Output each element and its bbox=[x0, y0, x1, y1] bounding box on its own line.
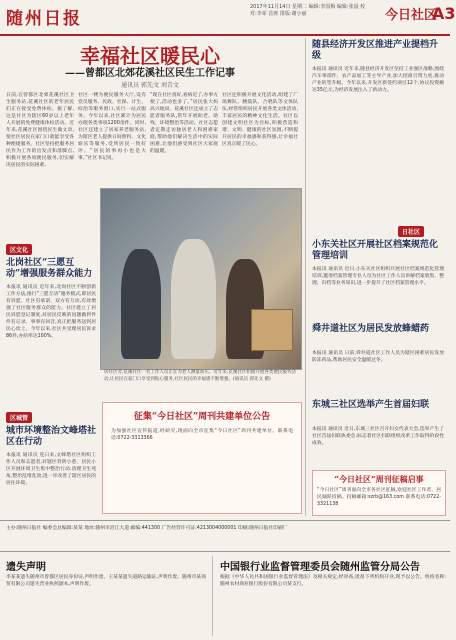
article-headline: 舜井道社区为居民发放蜂蜡药 bbox=[312, 324, 430, 334]
column-divider bbox=[305, 38, 306, 516]
person-figure bbox=[121, 249, 161, 359]
section-title: 今日社区 bbox=[385, 8, 438, 23]
notice-body: 李某某遗失随州市曾都区居民身份证,声明作废。王某某遗失道路运输证,声明作废。随州市某商贸有限公司遗失营业执照副本,声明作废。 bbox=[6, 575, 206, 587]
lead-subtitle: ——曾都区北郊花溪社区民生工作记事 bbox=[65, 68, 235, 79]
lead-photo bbox=[100, 188, 302, 370]
section-tag: 区文化 bbox=[6, 244, 32, 255]
promo-box-joint-unit bbox=[102, 402, 302, 514]
notice-headline: 遗失声明 bbox=[6, 562, 46, 573]
article-body: 本报讯 通讯员 近年来,北岗社区不断创新工作方法,推行“三愿互动”服务模式,即居民有诉愿、社区有承诺、双方有互动,有效增强了社区服务群众的能力。社区建立了居民诉愿登记制度,对居民反映的问题做到件件有记录、事事有回音,真正把服务送到居民心坎上。今年以来,社区共受理居民诉求86件,办结率达100%。 bbox=[6, 285, 96, 339]
section-tag: 日社区 bbox=[398, 226, 424, 237]
masthead bbox=[0, 0, 456, 36]
lead-column-2: 社区一楼为便民服务大厅,设有党员服务、民政、社保、计生、综治等服务窗口,实行一站式服务。今年以来,社区累计为居民办理各类事项1200余件。同时,社区还建立了居家养老服务站,为辖区老人提供日间照料、文化娱乐等服务,受到居民一致好评。“居民的事再小也是大事。”社区书记说。 bbox=[78, 93, 146, 161]
promo-body: “今日社区”周刊面向全市各社区征稿,欢迎社区工作者、居民踊跃投稿。投稿邮箱:szrb@163.com 联系电话:0722-3321138 bbox=[317, 488, 441, 507]
article-body: 本报讯 通讯员 近日,小东关社区组织开展社区档案规范化管理培训,邀请档案管理专业人员为社区工作人员讲解档案收集、整理、归档等业务知识,进一步提升了社区档案管理水平。 bbox=[312, 267, 444, 286]
promo-title: 征集“今日社区”周刊共建单位公告 bbox=[133, 412, 271, 422]
article-body: 本报讯 通讯员 近日,东城三社区召开妇女代表大会,选举产生了社区首届妇联执委会,标志着社区妇联组织改革工作取得阶段性成效。 bbox=[312, 427, 444, 446]
article-headline: 城市环境整治文峰塔社区在行动 bbox=[6, 426, 97, 447]
regulator-notice-body: 根据《中华人民共和国银行业监督管理法》及相关规定,经审查,批准下列机构开业,现予以公告。机构名称:随州农村商业银行股份有限公司某支行。 bbox=[220, 575, 446, 587]
notice-divider bbox=[212, 556, 213, 636]
lead-column-1: 日前,在曾都区北郊花溪社区卫生服务站,花溪社区的老年居民们正在接受免费体检。据了解,这是社区为辖区60岁以上老年人开展的免费健康体检活动。近年来,花溪社区围绕民生做文章,使社区居民在家门口就能享受各种便捷服务。社区坚持把服务居民作为工作的出发点和落脚点,积极开展各项便民服务,切实解决居民的实际困难。 bbox=[6, 93, 74, 168]
promo-title: “今日社区”周刊征稿启事 bbox=[334, 474, 424, 484]
imprint-bar bbox=[0, 520, 450, 552]
promo-body: 为加强社区宣传报道,经研究,现面向全市征集“今日社区”周刊共建单位。联系电话:0722-3313366 bbox=[111, 429, 293, 441]
page-number: A3 bbox=[432, 4, 456, 23]
person-figure bbox=[171, 239, 216, 359]
imprint-text: 主办:随州日报社 编委会总编辑:某某 地址:随州市沿江大道 邮编:441300 广告经营许可证:4213004000001 印刷:随州日报社印刷厂 bbox=[6, 526, 288, 531]
photo-caption: 居住区旁,花溪社区一名工作人员正在为老人测量血压。近年来,花溪社区积极开展各类便民服务活动,让居民在家门口享受到贴心服务,社区居民的幸福感不断增强。(通讯员 郭先文 摄) bbox=[104, 370, 296, 382]
lead-column-4: 社区还积极开展文化活动,组建了广场舞队、腰鼓队、合唱队等文体队伍,经常组织居民开展各类文体活动,丰富居民的精神文化生活。社区以创建文明社区为目标,积极营造和谐、文明、健康的社区氛围,不断提升居民的幸福感和获得感,让幸福社区真正暖了民心。 bbox=[222, 93, 298, 147]
regulator-notice-headline: 中国银行业监督管理委员会随州监管分局公告 bbox=[220, 562, 420, 573]
cardboard-box bbox=[251, 309, 293, 351]
article-headline: 小东关社区开展社区档案规范化管理培训 bbox=[312, 240, 439, 261]
article-body: 本报讯 通讯员 连日来,文峰塔社区组织工作人员和志愿者,对辖区背街小巷、居民小区开展环境卫生集中整治行动,清理卫生死角,整治乱堆乱放,进一步改善了辖区居民的居住环境。 bbox=[6, 453, 96, 486]
article-headline: 东城三社区选举产生首届妇联 bbox=[312, 400, 430, 410]
article-body: 本报讯 通讯员 日前,舜井道社区工作人员为辖区困难居民发放防冻药品,帮助居民安全温暖过冬。 bbox=[312, 351, 444, 363]
lead-headline: 幸福社区暖民心 bbox=[80, 44, 220, 68]
article-headline: 随县经济开发区推进产业提档升级 bbox=[312, 40, 439, 61]
article-headline: 北岗社区“三愿互动”增强服务群众能力 bbox=[6, 258, 93, 279]
section-tag: 区城管 bbox=[6, 412, 32, 423]
lead-byline: 通讯员 郭先文 刘青文 bbox=[121, 82, 179, 89]
issue-meta: 2017年11月14日 星期二 编辑:李国梅 编辑:张晨 校对:李荣 首席 排版:谢小丽 bbox=[250, 4, 366, 17]
newspaper-logo: 随州日报 bbox=[6, 9, 82, 29]
article-body: 本报讯 通讯员 近年来,随县经济开发区坚持工业强区战略,围绕汽车零部件、农产品加工等主导产业,加大招商引资力度,推动产业转型升级。今年以来,开发区新签约项目12个,协议投资额达35亿元,为经济发展注入了新动力。 bbox=[312, 67, 444, 93]
promo-box-call-for-papers bbox=[312, 470, 446, 516]
lead-column-3: “现在社区真好,看病近了,办事方便了,活动也多了。”居民张大妈高兴地说。花溪社区还成立了志愿者服务队,常年开展助老、助残、环境整治等活动。社区志愿者定期走访独居老人和困难家庭,帮助他们解决生活中的实际困难,让他们感受到社区大家庭的温暖。 bbox=[150, 93, 218, 154]
